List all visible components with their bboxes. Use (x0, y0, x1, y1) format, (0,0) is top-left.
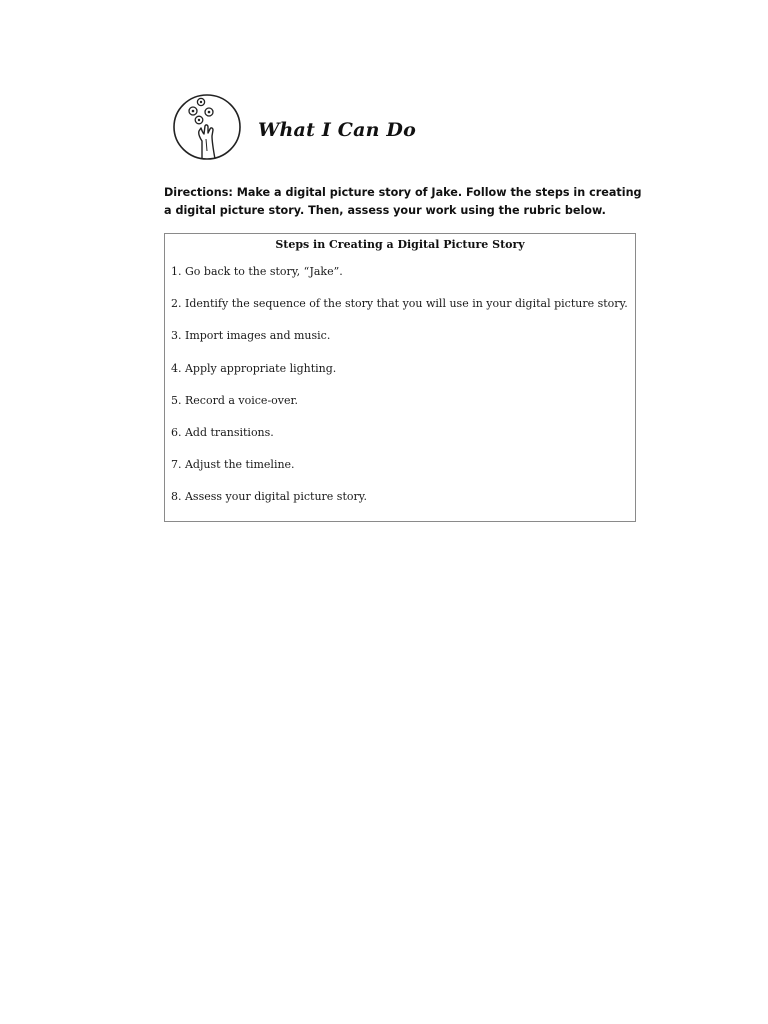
step-item: 3. Import images and music. (171, 329, 331, 343)
directions-line-2: a digital picture story. Then, assess your work using the rubric below. (164, 204, 606, 217)
step-item: 4. Apply appropriate lighting. (171, 361, 337, 375)
step-item: 8. Assess your digital picture story. (171, 490, 367, 504)
step-item: 5. Record a voice-over. (171, 393, 299, 407)
section-header (172, 93, 416, 161)
steps-title: Steps in Creating a Digital Picture Story (275, 238, 525, 251)
directions-line-1: Directions: Make a digital picture story of Jake. Follow the steps in creating (164, 186, 642, 199)
step-item: 2. Identify the sequence of the story that you will use in your digital picture story. (171, 297, 628, 311)
steps-box (164, 233, 636, 522)
step-item: 1. Go back to the story, “Jake”. (171, 265, 343, 278)
section-title: What I Can Do (258, 119, 416, 141)
directions (164, 184, 644, 220)
steps-list (171, 264, 628, 522)
juggling-hand-icon (172, 93, 242, 161)
step-item: 6. Add transitions. (171, 425, 274, 439)
step-item: 7. Adjust the timeline. (171, 458, 295, 472)
